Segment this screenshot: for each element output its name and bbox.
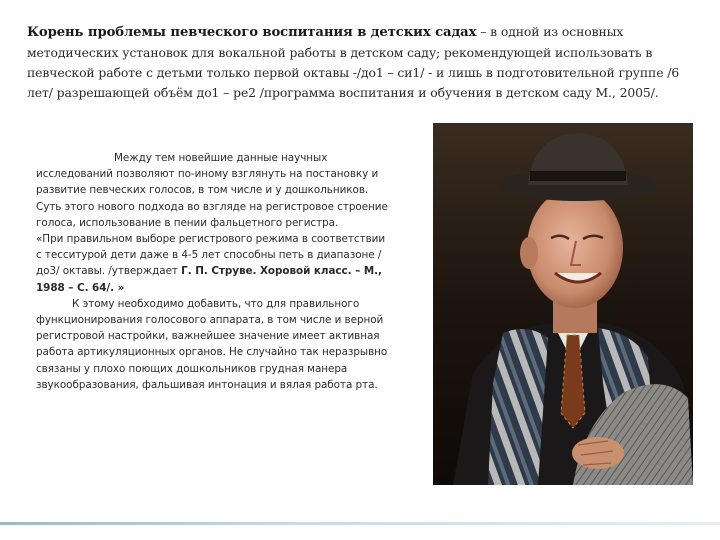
quote-paragraph-1 [36, 150, 392, 231]
quote-paragraph-3-text: К этому необходимо добавить, что для правильного функционирования голосового аппарата, в том числе и верной регистровой настройки, важнейшее значение имеет активная работа артикуляционных органов. Не случайно так неразрывно связаны у плохо поющих дошкольников грудная манера звукообразования, фальшивая интонация и вялая работа рта. [36, 297, 388, 391]
quote-citation: Г. П. Струве. Хоровой класс. – М., 1988 – С. 64/. » [36, 265, 382, 294]
quote-paragraph-3 [36, 296, 392, 393]
bottom-divider [0, 522, 720, 525]
quote-paragraph-2-text: «При правильном выборе регистрового режима в соответствии с тесситурой дети даже в 4-5 лет способны петь в диапазоне /до3/ октавы. /утверждает [36, 233, 386, 278]
quote-paragraph-1-text: Между тем новейшие данные научных исследований позволяют по-иному взглянуть на постановку и развитие певческих голосов, в том числе и у дошкольников. Суть этого нового подхода во взгляде на регистровое строение голоса, использование в пении фальцетного регистра. [36, 152, 388, 229]
intro-body: – в одной из основных методических установок для вокальной работы в детском саду; рекомендующей использовать в певческой работе с детьми только первой октавы -/до1 – си1/ - и лишь в подготовительной группе /6 лет/ разрешающей объём до1 – ре2 /программа воспитания и обучения в детском саду М., 2005/. [27, 24, 680, 100]
intro-title: Корень проблемы певческого воспитания в детских садах [27, 25, 477, 40]
portrait-illustration [433, 123, 693, 485]
quote-block [36, 150, 392, 393]
portrait-photo [433, 123, 693, 485]
quote-paragraph-2 [36, 231, 392, 296]
intro-paragraph [27, 22, 699, 103]
